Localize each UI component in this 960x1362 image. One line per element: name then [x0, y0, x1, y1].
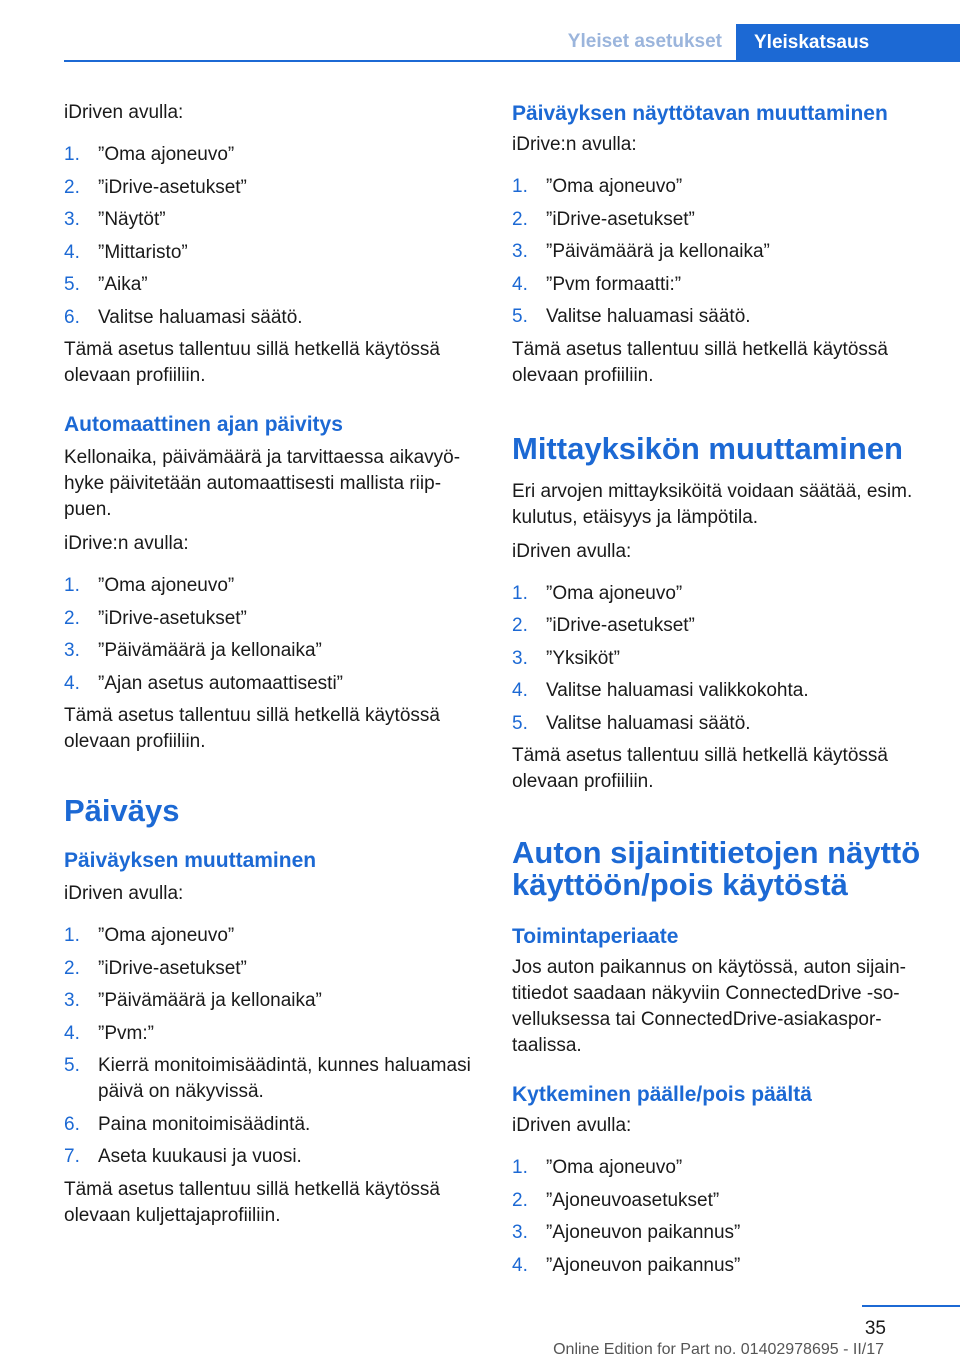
toggle-heading: Kytkeminen päälle/pois päältä: [512, 1083, 812, 1106]
list-item: [512, 1220, 924, 1246]
step-text: ”Päivämäärä ja kellonaika”: [98, 640, 322, 661]
list-item: [64, 1144, 476, 1170]
list-item: [512, 207, 924, 233]
list-item: [64, 1021, 476, 1047]
auto-time-note: Tämä asetus tallentuu sillä hetkellä käytössä olevaan profiiliin.: [64, 705, 440, 752]
step-number: 4.: [512, 1254, 528, 1276]
step-text: ”Oma ajoneuvo”: [98, 144, 235, 165]
toggle-steps-list: [512, 1155, 924, 1279]
step-text: ”Oma ajoneuvo”: [546, 176, 683, 197]
units-heading: Mittayksikön muuttaminen: [512, 430, 903, 466]
step-number: 2.: [512, 208, 528, 230]
time-note: Tämä asetus tallentuu sillä hetkellä käytössä olevaan profiiliin.: [64, 339, 440, 386]
time-steps-list: [64, 142, 476, 331]
auto-time-intro: iDrive:n avulla:: [64, 533, 189, 554]
step-number: 4.: [64, 672, 80, 694]
list-item: [64, 240, 476, 266]
principle-heading: Toimintaperiaate: [512, 925, 679, 948]
step-number: 1.: [64, 575, 80, 596]
step-text: ”iDrive-asetukset”: [98, 957, 247, 979]
units-note: Tämä asetus tallentuu sillä hetkellä käytössä olevaan profiiliin.: [512, 745, 888, 792]
step-number: 3.: [512, 241, 528, 262]
step-number: 2.: [64, 607, 80, 629]
list-item: [512, 174, 924, 200]
step-text: ”Ajoneuvoasetukset”: [546, 1189, 720, 1211]
step-number: 4.: [64, 1022, 80, 1044]
page-header: [0, 24, 960, 62]
step-text: ”Päivämäärä ja kellonaika”: [546, 241, 770, 262]
units-steps-list: [512, 581, 924, 737]
date-format-heading: Päiväyksen näyttötavan muuttaminen: [512, 102, 888, 125]
step-text: ”Pvm:”: [98, 1022, 154, 1044]
list-item: [64, 956, 476, 982]
step-number: 4.: [512, 680, 528, 701]
step-number: 1.: [64, 144, 80, 165]
step-text: Paina monitoimisäädintä.: [98, 1113, 311, 1135]
step-text: ”Ajoneuvon paikannus”: [546, 1254, 741, 1276]
list-item: [512, 1155, 924, 1181]
step-number: 6.: [64, 306, 80, 328]
date-format-intro: iDrive:n avulla:: [512, 134, 637, 155]
list-item: [512, 1253, 924, 1279]
step-text: ”Oma ajoneuvo”: [98, 925, 235, 946]
step-text: ”Näytöt”: [98, 209, 166, 230]
left-column: [64, 100, 476, 1229]
toggle-intro: iDriven avulla:: [512, 1115, 632, 1136]
date-heading: Päiväys: [64, 793, 180, 828]
right-column: [512, 100, 924, 1285]
list-item: [512, 646, 924, 672]
list-item: [64, 175, 476, 201]
step-number: 2.: [64, 957, 80, 979]
chapter-tab: Yleiskatsaus: [736, 24, 960, 62]
step-text: ”iDrive-asetukset”: [546, 615, 695, 636]
step-number: 4.: [64, 241, 80, 263]
list-item: [512, 581, 924, 607]
list-item: [512, 239, 924, 265]
list-item: [64, 923, 476, 949]
step-text: Valitse haluamasi valikkokohta.: [546, 680, 809, 701]
step-text: ”Mittaristo”: [98, 241, 188, 263]
step-text: Valitse haluamasi säätö.: [546, 306, 751, 327]
list-item: [64, 638, 476, 664]
list-item: [64, 142, 476, 168]
step-number: 6.: [64, 1113, 80, 1135]
step-text: ”Ajoneuvon paikannus”: [546, 1222, 741, 1243]
step-number: 2.: [512, 1189, 528, 1211]
list-item: [512, 272, 924, 298]
list-item: [64, 1112, 476, 1138]
auto-time-steps-list: [64, 573, 476, 697]
footer-rule: [862, 1305, 960, 1307]
list-item: [512, 711, 924, 737]
step-text: ”iDrive-asetukset”: [98, 176, 247, 198]
list-item: [512, 613, 924, 639]
location-heading: Auton sijaintitietojen näyttö käyttöön/pois käytöstä: [512, 835, 921, 902]
list-item: [64, 671, 476, 697]
intro-text: iDriven avulla:: [64, 102, 184, 123]
step-number: 1.: [512, 1157, 528, 1178]
step-text: Valitse haluamasi säätö.: [98, 306, 303, 328]
step-text: ”iDrive-asetukset”: [546, 208, 695, 230]
step-number: 5.: [512, 306, 528, 327]
step-number: 4.: [512, 273, 528, 295]
step-text: ”Oma ajoneuvo”: [546, 1157, 683, 1178]
step-number: 5.: [64, 1055, 80, 1076]
step-number: 5.: [64, 274, 80, 295]
page-number: 35: [864, 1318, 886, 1339]
date-note: Tämä asetus tallentuu sillä hetkellä käytössä olevaan kuljettajaprofiiliin.: [64, 1178, 440, 1226]
step-number: 3.: [512, 647, 528, 669]
list-item: [64, 573, 476, 599]
list-item: [64, 272, 476, 298]
date-change-heading: Päiväyksen muuttaminen: [64, 849, 317, 872]
step-text: Valitse haluamasi säätö.: [546, 712, 751, 734]
step-number: 3.: [64, 209, 80, 230]
header-rule: [64, 60, 960, 62]
section-tab: Yleiset asetukset: [567, 31, 722, 52]
auto-time-text: Kellonaika, päivämäärä ja tarvittaessa aikavyöhyke päivitetään automaattisesti mallista riippuen.: [64, 447, 461, 520]
list-item: [512, 304, 924, 330]
step-number: 3.: [64, 990, 80, 1011]
step-text: ”Päivämäärä ja kellonaika”: [98, 990, 322, 1011]
list-item: [64, 305, 476, 331]
step-number: 1.: [512, 176, 528, 197]
list-item: [64, 207, 476, 233]
date-steps-list: [64, 923, 476, 1170]
list-item: [512, 678, 924, 704]
step-number: 3.: [512, 1222, 528, 1243]
step-text: ”Yksiköt”: [546, 647, 620, 669]
units-intro: iDriven avulla:: [512, 540, 632, 562]
step-number: 1.: [512, 582, 528, 604]
date-intro: iDriven avulla:: [64, 883, 184, 904]
step-text: ”iDrive-asetukset”: [98, 607, 247, 629]
step-text: ”Pvm formaatti:”: [546, 273, 682, 295]
step-text: Aseta kuukausi ja vuosi.: [98, 1146, 302, 1167]
list-item: [64, 1053, 476, 1105]
step-number: 1.: [64, 925, 80, 946]
principle-text: Jos auton paikannus on käytössä, auton sijaintitiedot saadaan näkyviin ConnectedDrive -sovelluksessa tai ConnectedDrive-asiakasportaalissa.: [512, 957, 906, 1056]
step-number: 2.: [512, 615, 528, 636]
step-number: 7.: [64, 1146, 80, 1167]
units-text: Eri arvojen mittayksiköitä voidaan säätää, esim. kulutus, etäisyys ja lämpötila.: [512, 480, 913, 528]
auto-time-heading: Automaattinen ajan päivitys: [64, 413, 343, 436]
step-text: ”Oma ajoneuvo”: [546, 582, 683, 604]
step-text: ”Aika”: [98, 274, 148, 295]
list-item: [512, 1188, 924, 1214]
date-format-note: Tämä asetus tallentuu sillä hetkellä käytössä olevaan profiiliin.: [512, 338, 888, 386]
step-number: 2.: [64, 176, 80, 198]
step-number: 5.: [512, 712, 528, 734]
step-text: ”Oma ajoneuvo”: [98, 575, 235, 596]
list-item: [64, 606, 476, 632]
step-number: 3.: [64, 640, 80, 661]
step-text: ”Ajan asetus automaattisesti”: [98, 672, 344, 694]
edition-text: Online Edition for Part no. 01402978695 - II/17: [553, 1341, 884, 1358]
step-text: Kierrä monitoimisäädintä, kunnes haluamasi päivä on näkyvissä.: [98, 1055, 471, 1102]
date-format-steps-list: [512, 174, 924, 330]
list-item: [64, 988, 476, 1014]
